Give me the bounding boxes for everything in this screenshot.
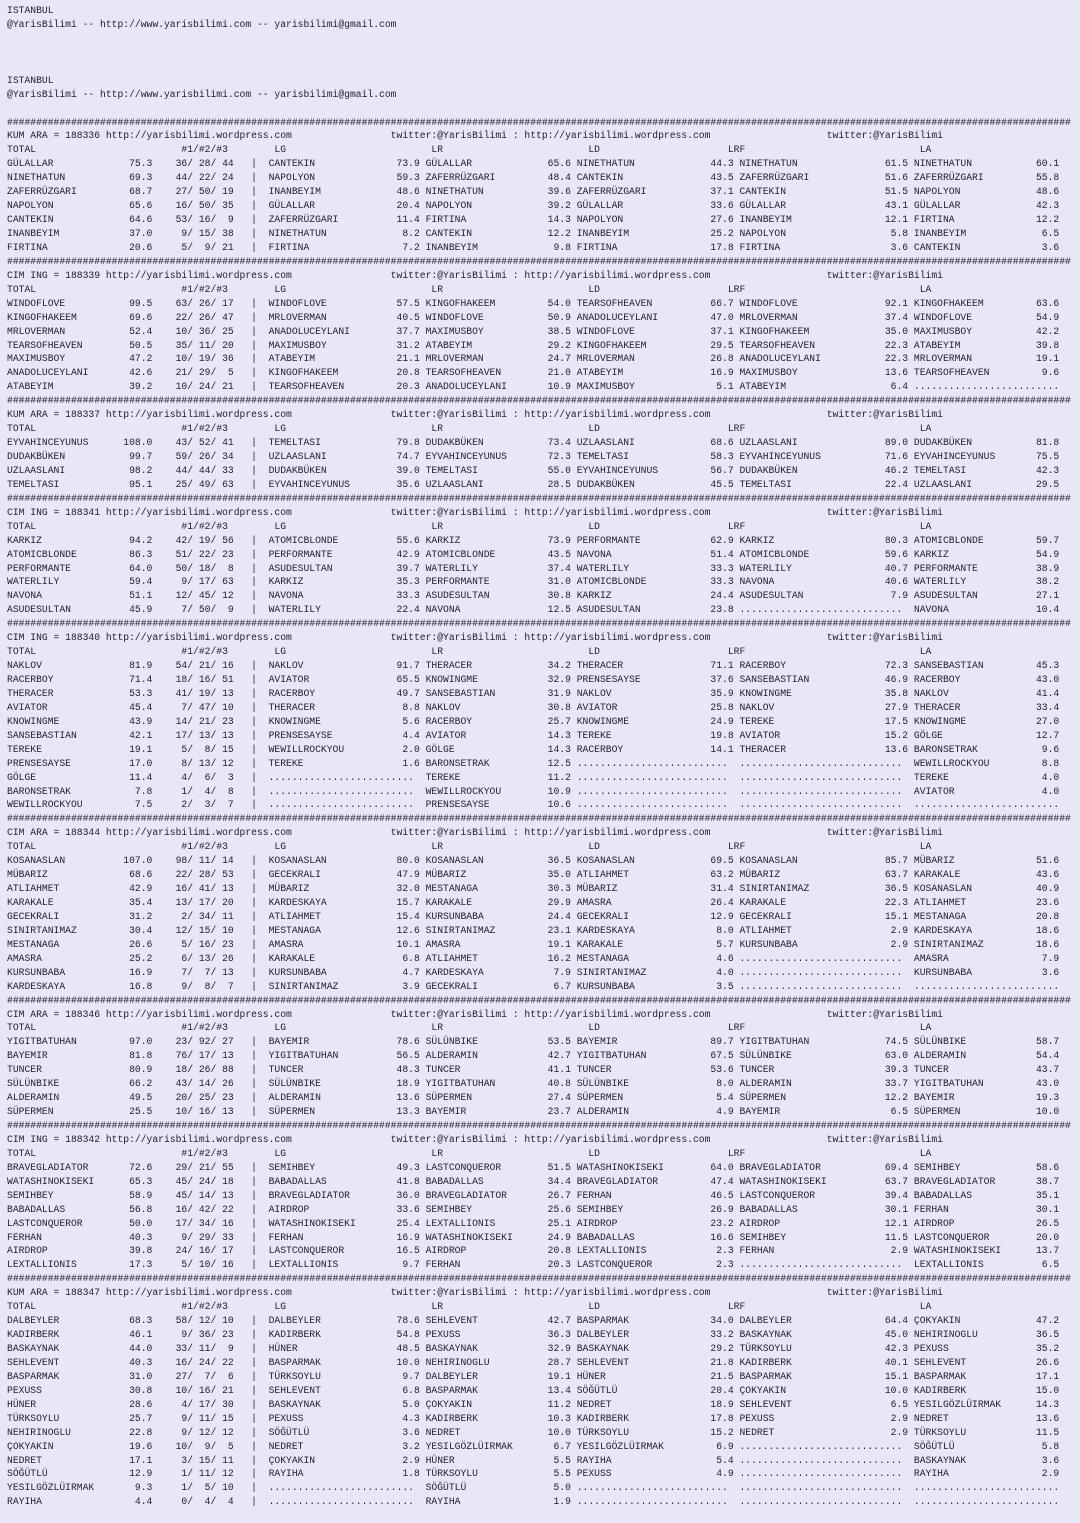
masthead-byline: @YarisBilimi -- http://www.yarisbilimi.com -- yarisbilimi@gmail.com (7, 88, 397, 100)
stats-row: EYVAHINCEYUNUS 108.0 43/ 52/ 41 | TEMELTASI 79.8 DUDAKBÜKEN 73.4 UZLAASLANI 68.6 UZLAASLANI 89.0 DUDAKBÜKEN 81.8 (7, 437, 1060, 449)
masthead-location: ISTANBUL (7, 74, 54, 86)
stats-row: ATOMICBLONDE 86.3 51/ 22/ 23 | PERFORMANTE 42.9 ATOMICBLONDE 43.5 NAVONA 51.4 ATOMICBLONDE 59.6 KARKIZ 54.9 (7, 548, 1060, 560)
stats-row: BRAVEGLADIATOR 72.6 29/ 21/ 55 | SEMIHBEY 49.3 LASTCONQUEROR 51.5 WATASHINOKISEKI 64.0 BRAVEGLADIATOR 69.4 SEMIHBEY 58.6 (7, 1161, 1060, 1173)
stats-row: RACERBOY 71.4 18/ 16/ 51 | AVIATOR 65.5 KNOWINGME 32.9 PRENSESAYSE 37.6 SANSEBASTIAN 46.9 RACERBOY 43.0 (7, 674, 1060, 685)
section-divider: ####################################################################################################################################################################################### (7, 492, 1071, 504)
stats-row: WEWILLROCKYOU 7.5 2/ 3/ 7 | ......................... PRENSESAYSE 10.6 .......................... ............................ ......................... (7, 799, 1060, 811)
stats-sections (7, 116, 1080, 1510)
stats-row: ALDERAMIN 49.5 20/ 25/ 23 | ALDERAMIN 13.6 SÜPERMEN 27.4 SÜPERMEN 5.4 SÜPERMEN 12.2 BAYEMIR 19.3 (7, 1092, 1060, 1104)
section-header: CIM ING = 188341 http://yarisbilimi.wordpress.com twitter:@YarisBilimi : http://yarisbilimi.wordpress.com twitter:@YarisBilimi (7, 506, 943, 518)
stats-row: SEHLEVENT 40.3 16/ 24/ 22 | BASPARMAK 10.0 NEHIRINOGLU 28.7 SEHLEVENT 21.8 KADIRBERK 40.1 SEHLEVENT 26.6 (7, 1356, 1060, 1368)
stats-row: AVIATOR 45.4 7/ 47/ 10 | THERACER 8.8 NAKLOV 30.8 AVIATOR 25.8 NAKLOV 27.9 THERACER 33.4 (7, 701, 1060, 713)
stats-row: BABADALLAS 56.8 16/ 42/ 22 | AIRDROP 33.6 SEMIHBEY 25.6 SEMIHBEY 26.9 BABADALLAS 30.1 FERHAN 30.1 (7, 1203, 1060, 1215)
blank-line (7, 46, 1080, 60)
section-divider: ####################################################################################################################################################################################### (7, 618, 1071, 630)
stats-row: NEDRET 17.1 3/ 15/ 11 | ÇOKYAKIN 2.9 HÜNER 5.5 RAYIHA 5.4 ............................ BASKAYNAK 3.6 (7, 1454, 1060, 1466)
stats-row: KOSANASLAN 107.0 98/ 11/ 14 | KOSANASLAN 80.0 KOSANASLAN 36.5 KOSANASLAN 69.5 KOSANASLAN 85.7 MÜBARIZ 51.6 (7, 855, 1060, 867)
blank-line (7, 102, 1080, 116)
stats-row: PERFORMANTE 64.0 50/ 18/ 8 | ASUDESULTAN 39.7 WATERLILY 37.4 WATERLILY 33.3 WATERLILY 40.7 PERFORMANTE 38.9 (7, 562, 1060, 574)
stats-row: DUDAKBÜKEN 99.7 59/ 26/ 34 | UZLAASLANI 74.7 EYVAHINCEYUNUS 72.3 TEMELTASI 58.3 EYVAHINCEYUNUS 71.6 EYVAHINCEYUNUS 75.5 (7, 451, 1060, 462)
stats-row: RAYIHA 4.4 0/ 4/ 4 | ......................... RAYIHA 1.9 .......................... ............................ ......................... (7, 1496, 1060, 1508)
stats-row: MRLOVERMAN 52.4 10/ 36/ 25 | ANADOLUCEYLANI 37.7 MAXIMUSBOY 38.5 WINDOFLOVE 37.1 KINGOFHAKEEM 35.0 MAXIMUSBOY 42.2 (7, 325, 1060, 337)
stats-row: KARAKALE 35.4 13/ 17/ 20 | KARDESKAYA 15.7 KARAKALE 29.9 AMASRA 26.4 KARAKALE 22.3 ATLIAHMET 23.6 (7, 897, 1060, 908)
stats-row: KURSUNBABA 16.9 7/ 7/ 13 | KURSUNBABA 4.7 KARDESKAYA 7.9 SINIRTANIMAZ 4.0 ............................ KURSUNBABA 3.6 (7, 966, 1060, 978)
stats-row: ANADOLUCEYLANI 42.6 21/ 29/ 5 | KINGOFHAKEEM 20.8 TEARSOFHEAVEN 21.0 ATABEYIM 16.9 MAXIMUSBOY 13.6 TEARSOFHEAVEN 9.6 (7, 367, 1060, 379)
section-header: KUM ARA = 188337 http://yarisbilimi.wordpress.com twitter:@YarisBilimi : http://yarisbilimi.wordpress.com twitter:@YarisBilimi (7, 409, 943, 421)
column-header-row: TOTAL #1/#2/#3 LG LR LD LRF LA (7, 646, 932, 658)
stats-row: TÜRKSOYLU 25.7 9/ 11/ 15 | PEXUSS 4.3 KADIRBERK 10.3 KADIRBERK 17.8 PEXUSS 2.9 NEDRET 13.6 (7, 1412, 1060, 1424)
stats-row: BARONSETRAK 7.8 1/ 4/ 8 | ......................... WEWILLROCKYOU 10.9 .......................... ............................ AVIATOR 4.0 (7, 785, 1060, 797)
section-header: CIM ARA = 188344 http://yarisbilimi.wordpress.com twitter:@YarisBilimi : http://yarisbilimi.wordpress.com twitter:@YarisBilimi (7, 827, 943, 839)
stats-row: ATABEYIM 39.2 10/ 24/ 21 | TEARSOFHEAVEN 20.3 ANADOLUCEYLANI 10.9 MAXIMUSBOY 5.1 ATABEYIM 6.4 ......................... (7, 381, 1060, 393)
stats-row: MESTANAGA 26.6 5/ 16/ 23 | AMASRA 10.1 AMASRA 19.1 KARAKALE 5.7 KURSUNBABA 2.9 SINIRTANIMAZ 18.6 (7, 938, 1060, 950)
stats-row: ASUDESULTAN 45.9 7/ 50/ 9 | WATERLILY 22.4 NAVONA 12.5 ASUDESULTAN 23.8 ............................ NAVONA 10.4 (7, 604, 1060, 616)
stats-row: KINGOFHAKEEM 69.6 22/ 26/ 47 | MRLOVERMAN 40.5 WINDOFLOVE 50.9 ANADOLUCEYLANI 47.0 MRLOVERMAN 37.4 WINDOFLOVE 54.9 (7, 311, 1060, 323)
column-header-row: TOTAL #1/#2/#3 LG LR LD LRF LA (7, 423, 932, 435)
stats-row: KNOWINGME 43.9 14/ 21/ 23 | KNOWINGME 5.6 RACERBOY 25.7 KNOWINGME 24.9 TEREKE 17.5 KNOWINGME 27.0 (7, 715, 1060, 727)
stats-row: BASKAYNAK 44.0 33/ 11/ 9 | HÜNER 48.5 BASKAYNAK 32.9 BASKAYNAK 29.2 TÜRKSOYLU 42.3 PEXUSS 35.2 (7, 1343, 1060, 1354)
section-header: CIM ING = 188340 http://yarisbilimi.wordpress.com twitter:@YarisBilimi : http://yarisbilimi.wordpress.com twitter:@YarisBilimi (7, 632, 943, 644)
section-header: KUM ARA = 188347 http://yarisbilimi.wordpress.com twitter:@YarisBilimi : http://yarisbilimi.wordpress.com twitter:@YarisBilimi (7, 1287, 943, 1299)
stats-row: ZAFERRÜZGARI 68.7 27/ 50/ 19 | INANBEYIM 48.6 NINETHATUN 39.6 ZAFERRÜZGARI 37.1 CANTEKIN 51.5 NAPOLYON 48.6 (7, 186, 1060, 198)
stats-row: SÜPERMEN 25.5 10/ 16/ 13 | SÜPERMEN 13.3 BAYEMIR 23.7 ALDERAMIN 4.9 BAYEMIR 6.5 SÜPERMEN 10.0 (7, 1106, 1060, 1118)
blank-line (7, 32, 1080, 46)
section-header: CIM ING = 188342 http://yarisbilimi.wordpress.com twitter:@YarisBilimi : http://yarisbilimi.wordpress.com twitter:@YarisBilimi (7, 1133, 943, 1145)
stats-row: UZLAASLANI 98.2 44/ 44/ 33 | DUDAKBÜKEN 39.0 TEMELTASI 55.0 EYVAHINCEYUNUS 56.7 DUDAKBÜKEN 46.2 TEMELTASI 42.3 (7, 464, 1060, 476)
stats-row: PEXUSS 30.8 10/ 16/ 21 | SEHLEVENT 6.8 BASPARMAK 13.4 SÖĞÜTLÜ 20.4 ÇOKYAKIN 10.0 KADIRBERK 15.0 (7, 1384, 1060, 1396)
stats-row: GÖLGE 11.4 4/ 6/ 3 | ......................... TEREKE 11.2 .......................... ............................ TEREKE 4.0 (7, 771, 1060, 783)
stats-row: KARDESKAYA 16.8 9/ 8/ 7 | SINIRTANIMAZ 3.9 GECEKRALI 6.7 KURSUNBABA 3.5 ............................ ......................... (7, 980, 1060, 992)
section-divider: ####################################################################################################################################################################################### (7, 395, 1071, 407)
section-divider: ####################################################################################################################################################################################### (7, 255, 1071, 267)
stats-row: WINDOFLOVE 99.5 63/ 26/ 17 | WINDOFLOVE 57.5 KINGOFHAKEEM 54.0 TEARSOFHEAVEN 66.7 WINDOFLOVE 92.1 KINGOFHAKEEM 63.6 (7, 297, 1060, 309)
section-divider: ####################################################################################################################################################################################### (7, 994, 1071, 1006)
section-divider: ####################################################################################################################################################################################### (7, 1273, 1071, 1285)
stats-row: INANBEYIM 37.0 9/ 15/ 38 | NINETHATUN 8.2 CANTEKIN 12.2 INANBEYIM 25.2 NAPOLYON 5.8 INANBEYIM 6.5 (7, 228, 1060, 239)
stats-row: ATLIAHMET 42.9 16/ 41/ 13 | MÜBARIZ 32.0 MESTANAGA 30.3 MÜBARIZ 31.4 SINIRTANIMAZ 36.5 KOSANASLAN 40.9 (7, 883, 1060, 895)
stats-row: SANSEBASTIAN 42.1 17/ 13/ 13 | PRENSESAYSE 4.4 AVIATOR 14.3 TEREKE 19.8 AVIATOR 15.2 GÖLGE 12.7 (7, 729, 1060, 741)
stats-row: YESILGÖZLÜIRMAK 9.3 1/ 5/ 10 | ......................... SÖĞÜTLÜ 5.0 .......................... ............................ ......................... (7, 1482, 1060, 1494)
stats-row: MÜBARIZ 68.6 22/ 28/ 53 | GECEKRALI 47.9 MÜBARIZ 35.0 ATLIAHMET 63.2 MÜBARIZ 63.7 KARAKALE 43.6 (7, 869, 1060, 881)
column-header-row: TOTAL #1/#2/#3 LG LR LD LRF LA (7, 520, 932, 532)
stats-row: NEHIRINOGLU 22.8 9/ 12/ 12 | SÖĞÜTLÜ 3.6 NEDRET 10.0 TÜRKSOYLU 15.2 NEDRET 2.9 TÜRKSOYLU 11.5 (7, 1426, 1060, 1438)
stats-row: HÜNER 28.6 4/ 17/ 30 | BASKAYNAK 5.0 ÇOKYAKIN 11.2 NEDRET 18.9 SEHLEVENT 6.5 YESILGÖZLÜIRMAK 14.3 (7, 1398, 1060, 1410)
stats-row: LEXTALLIONIS 17.3 5/ 10/ 16 | LEXTALLIONIS 9.7 FERHAN 20.3 LASTCONQUEROR 2.3 ............................ LEXTALLIONIS 6.5 (7, 1259, 1060, 1271)
stats-row: NAVONA 51.1 12/ 45/ 12 | NAVONA 33.3 ASUDESULTAN 30.8 KARKIZ 24.4 ASUDESULTAN 7.9 ASUDESULTAN 27.1 (7, 590, 1060, 602)
stats-row: SÖĞÜTLÜ 12.9 1/ 11/ 12 | RAYIHA 1.8 TÜRKSOYLU 5.5 PEXUSS 4.9 ............................ RAYIHA 2.9 (7, 1468, 1060, 1480)
stats-row: PRENSESAYSE 17.0 8/ 13/ 12 | TEREKE 1.6 BARONSETRAK 12.5 .......................... ............................ WEWILLROCKYOU 8.8 (7, 757, 1060, 769)
stats-row: SINIRTANIMAZ 30.4 12/ 15/ 10 | MESTANAGA 12.6 SINIRTANIMAZ 23.1 KARDESKAYA 8.0 ATLIAHMET 2.9 KARDESKAYA 18.6 (7, 924, 1060, 936)
section-divider: ####################################################################################################################################################################################### (7, 813, 1071, 825)
stats-row: TEREKE 19.1 5/ 8/ 15 | WEWILLROCKYOU 2.0 GÖLGE 14.3 RACERBOY 14.1 THERACER 13.6 BARONSETRAK 9.6 (7, 743, 1060, 755)
stats-row: WATERLILY 59.4 9/ 17/ 63 | KARKIZ 35.3 PERFORMANTE 31.0 ATOMICBLONDE 33.3 NAVONA 40.6 WATERLILY 38.2 (7, 576, 1060, 588)
stats-row: NAKLOV 81.9 54/ 21/ 16 | NAKLOV 91.7 THERACER 34.2 THERACER 71.1 RACERBOY 72.3 SANSEBASTIAN 45.3 (7, 660, 1060, 672)
section-header: CIM ARA = 188346 http://yarisbilimi.wordpress.com twitter:@YarisBilimi : http://yarisbilimi.wordpress.com twitter:@YarisBilimi (7, 1008, 943, 1020)
stats-row: THERACER 53.3 41/ 19/ 13 | RACERBOY 49.7 SANSEBASTIAN 31.9 NAKLOV 35.9 KNOWINGME 35.8 NAKLOV 41.4 (7, 687, 1060, 699)
stats-row: NAPOLYON 65.6 16/ 50/ 35 | GÜLALLAR 20.4 NAPOLYON 39.2 GÜLALLAR 33.6 GÜLALLAR 43.1 GÜLALLAR 42.3 (7, 200, 1060, 212)
stats-row: BAYEMIR 81.8 76/ 17/ 13 | YIGITBATUHAN 56.5 ALDERAMIN 42.7 YIGITBATUHAN 67.5 SÜLÜNBIKE 63.0 ALDERAMIN 54.4 (7, 1050, 1060, 1062)
column-header-row: TOTAL #1/#2/#3 LG LR LD LRF LA (7, 283, 932, 295)
blank-line (7, 60, 1080, 74)
stats-row: SEMIHBEY 58.9 45/ 14/ 13 | BRAVEGLADIATOR 36.0 BRAVEGLADIATOR 26.7 FERHAN 46.5 LASTCONQUEROR 39.4 BABADALLAS 35.1 (7, 1189, 1060, 1201)
column-header-row: TOTAL #1/#2/#3 LG LR LD LRF LA (7, 841, 932, 853)
stats-row: TEMELTASI 95.1 25/ 49/ 63 | EYVAHINCEYUNUS 35.6 UZLAASLANI 28.5 DUDAKBÜKEN 45.5 TEMELTASI 22.4 UZLAASLANI 29.5 (7, 478, 1060, 490)
stats-row: WATASHINOKISEKI 65.3 45/ 24/ 18 | BABADALLAS 41.8 BABADALLAS 34.4 BRAVEGLADIATOR 47.4 WATASHINOKISEKI 63.7 BRAVEGLADIATOR 38.7 (7, 1175, 1060, 1187)
stats-row: BASPARMAK 31.0 27/ 7/ 6 | TÜRKSOYLU 9.7 DALBEYLER 19.1 HÜNER 21.5 BASPARMAK 15.1 BASPARMAK 17.1 (7, 1370, 1060, 1382)
section-header: CIM ING = 188339 http://yarisbilimi.wordpress.com twitter:@YarisBilimi : http://yarisbilimi.wordpress.com twitter:@YarisBilimi (7, 269, 943, 281)
column-header-row: TOTAL #1/#2/#3 LG LR LD LRF LA (7, 1301, 932, 1313)
column-header-row: TOTAL #1/#2/#3 LG LR LD LRF LA (7, 1147, 932, 1159)
stats-row: KARKIZ 94.2 42/ 19/ 56 | ATOMICBLONDE 55.6 KARKIZ 73.9 PERFORMANTE 62.9 KARKIZ 80.3 ATOMICBLONDE 59.7 (7, 534, 1060, 546)
stats-row: DALBEYLER 68.3 58/ 12/ 10 | DALBEYLER 78.6 SEHLEVENT 42.7 BASPARMAK 34.0 DALBEYLER 64.4 ÇOKYAKIN 47.2 (7, 1315, 1060, 1327)
stats-row: TEARSOFHEAVEN 50.5 35/ 11/ 20 | MAXIMUSBOY 31.2 ATABEYIM 29.2 KINGOFHAKEEM 29.5 TEARSOFHEAVEN 22.3 ATABEYIM 39.8 (7, 339, 1060, 351)
masthead-location: ISTANBUL (7, 5, 54, 16)
section-divider: ####################################################################################################################################################################################### (7, 1120, 1071, 1131)
section-header: KUM ARA = 188336 http://yarisbilimi.wordpress.com twitter:@YarisBilimi : http://yarisbilimi.wordpress.com twitter:@YarisBilimi (7, 130, 943, 142)
stats-row: GECEKRALI 31.2 2/ 34/ 11 | ATLIAHMET 15.4 KURSUNBABA 24.4 GECEKRALI 12.9 GECEKRALI 15.1 MESTANAGA 20.8 (7, 910, 1060, 922)
stats-row: GÜLALLAR 75.3 36/ 28/ 44 | CANTEKIN 73.9 GÜLALLAR 65.6 NINETHATUN 44.3 NINETHATUN 61.5 NINETHATUN 60.1 (7, 158, 1060, 170)
section-divider: ####################################################################################################################################################################################### (7, 116, 1071, 128)
stats-row: SÜLÜNBIKE 66.2 43/ 14/ 26 | SÜLÜNBIKE 18.9 YIGITBATUHAN 40.8 SÜLÜNBIKE 8.0 ALDERAMIN 33.7 YIGITBATUHAN 43.0 (7, 1078, 1060, 1090)
stats-row: AMASRA 25.2 6/ 13/ 26 | KARAKALE 6.8 ATLIAHMET 16.2 MESTANAGA 4.6 ............................ AMASRA 7.9 (7, 952, 1060, 964)
masthead-byline: @YarisBilimi -- http://www.yarisbilimi.com -- yarisbilimi@gmail.com (7, 18, 397, 30)
stats-row: FIRTINA 20.6 5/ 9/ 21 | FIRTINA 7.2 INANBEYIM 9.8 FIRTINA 17.8 FIRTINA 3.6 CANTEKIN 3.6 (7, 241, 1060, 253)
stats-row: LASTCONQUEROR 50.0 17/ 34/ 16 | WATASHINOKISEKI 25.4 LEXTALLIONIS 25.1 AIRDROP 23.2 AIRDROP 12.1 AIRDROP 26.5 (7, 1217, 1060, 1229)
column-header-row: TOTAL #1/#2/#3 LG LR LD LRF LA (7, 144, 932, 156)
stats-row: KADIRBERK 46.1 9/ 36/ 23 | KADIRBERK 54.8 PEXUSS 36.3 DALBEYLER 33.2 BASKAYNAK 45.0 NEHIRINOGLU 36.5 (7, 1329, 1060, 1341)
stats-row: CANTEKIN 64.6 53/ 16/ 9 | ZAFERRÜZGARI 11.4 FIRTINA 14.3 NAPOLYON 27.6 INANBEYIM 12.1 FIRTINA 12.2 (7, 214, 1060, 226)
stats-row: NINETHATUN 69.3 44/ 22/ 24 | NAPOLYON 59.3 ZAFERRÜZGARI 48.4 CANTEKIN 43.5 ZAFERRÜZGARI 51.6 ZAFERRÜZGARI 55.8 (7, 172, 1060, 184)
stats-row: MAXIMUSBOY 47.2 10/ 19/ 36 | ATABEYIM 21.1 MRLOVERMAN 24.7 MRLOVERMAN 26.8 ANADOLUCEYLANI 22.3 MRLOVERMAN 19.1 (7, 353, 1060, 365)
stats-row: FERHAN 40.3 9/ 29/ 33 | FERHAN 16.9 WATASHINOKISEKI 24.9 BABADALLAS 16.6 SEMIHBEY 11.5 LASTCONQUEROR 20.0 (7, 1231, 1060, 1243)
stats-row: YIGITBATUHAN 97.0 23/ 92/ 27 | BAYEMIR 78.6 SÜLÜNBIKE 53.5 BAYEMIR 89.7 YIGITBATUHAN 74.5 SÜLÜNBIKE 58.7 (7, 1036, 1060, 1048)
column-header-row: TOTAL #1/#2/#3 LG LR LD LRF LA (7, 1022, 932, 1034)
stats-row: TUNCER 80.9 18/ 26/ 88 | TUNCER 48.3 TUNCER 41.1 TUNCER 53.6 TUNCER 39.3 TUNCER 43.7 (7, 1064, 1060, 1076)
stats-row: ÇOKYAKIN 19.6 10/ 9/ 5 | NEDRET 3.2 YESILGÖZLÜIRMAK 6.7 YESILGÖZLÜIRMAK 6.9 ............................ SÖĞÜTLÜ 5.8 (7, 1440, 1060, 1452)
stats-row: AIRDROP 39.8 24/ 16/ 17 | LASTCONQUEROR 16.5 AIRDROP 20.8 LEXTALLIONIS 2.3 FERHAN 2.9 WATASHINOKISEKI 13.7 (7, 1245, 1060, 1257)
